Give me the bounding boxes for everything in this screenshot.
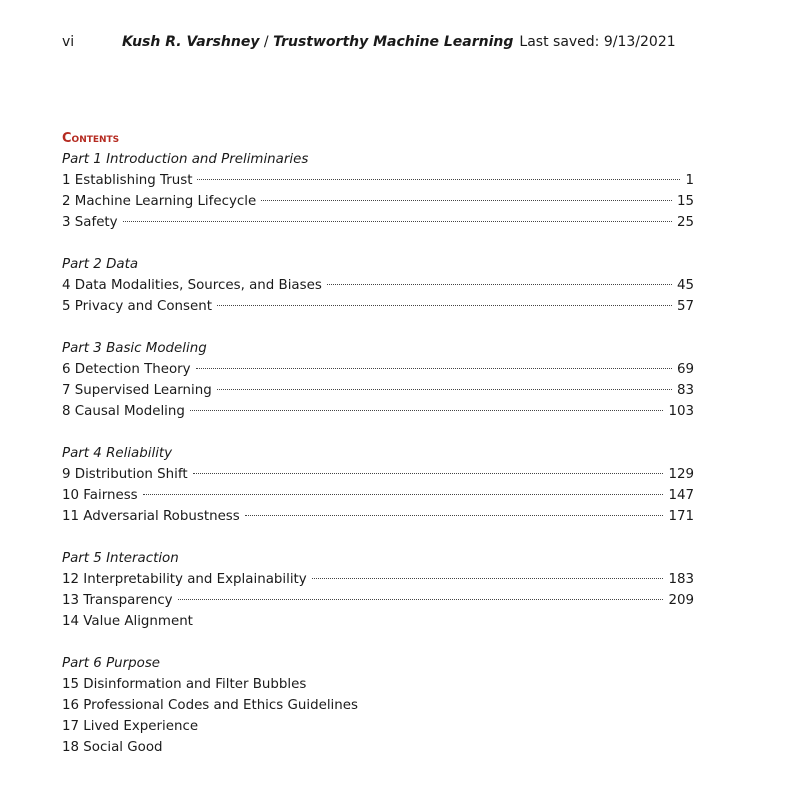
chapter-title[interactable]: 11 Adversarial Robustness <box>62 509 240 524</box>
toc-entry[interactable] <box>62 716 694 737</box>
page-number-ref[interactable]: 183 <box>668 572 694 587</box>
chapter-title[interactable]: 7 Supervised Learning <box>62 383 212 398</box>
dot-leader <box>178 599 664 600</box>
toc-entry[interactable] <box>62 611 694 632</box>
chapter-title[interactable]: 3 Safety <box>62 215 118 230</box>
toc-part <box>62 653 694 758</box>
book-title: Trustworthy Machine Learning <box>273 34 514 50</box>
toc-entry[interactable] <box>62 275 694 296</box>
toc-part <box>62 254 694 317</box>
page-number-ref[interactable]: 103 <box>668 404 694 419</box>
page-number-ref[interactable]: 209 <box>668 593 694 608</box>
dot-leader <box>217 305 672 306</box>
chapter-title[interactable]: 8 Causal Modeling <box>62 404 185 419</box>
part-title: Part 6 Purpose <box>62 656 161 671</box>
page-number-ref[interactable]: 1 <box>685 173 694 188</box>
dot-leader <box>123 221 672 222</box>
toc-entry[interactable] <box>62 695 694 716</box>
toc-entry[interactable] <box>62 485 694 506</box>
part-title: Part 2 Data <box>62 257 139 272</box>
dot-leader <box>245 515 664 516</box>
chapter-title[interactable]: 5 Privacy and Consent <box>62 299 212 314</box>
dot-leader <box>312 578 664 579</box>
chapter-title[interactable]: 6 Detection Theory <box>62 362 191 377</box>
dot-leader <box>193 473 664 474</box>
toc-heading: Contents <box>62 131 120 146</box>
toc-entry[interactable] <box>62 296 694 317</box>
toc-entry[interactable] <box>62 464 694 485</box>
toc-entry[interactable] <box>62 380 694 401</box>
chapter-title[interactable]: 4 Data Modalities, Sources, and Biases <box>62 278 322 293</box>
header-separator: / <box>259 34 274 50</box>
page-number-ref[interactable]: 15 <box>676 194 694 209</box>
toc-entry[interactable] <box>62 569 694 590</box>
chapter-title[interactable]: 17 Lived Experience <box>62 719 199 734</box>
page-number-ref[interactable]: 45 <box>676 278 694 293</box>
author-name: Kush R. Varshney <box>122 34 260 50</box>
chapter-title[interactable]: 2 Machine Learning Lifecycle <box>62 194 257 209</box>
chapter-title[interactable]: 9 Distribution Shift <box>62 467 188 482</box>
dot-leader <box>197 179 680 180</box>
toc-entry[interactable] <box>62 401 694 422</box>
part-title: Part 4 Reliability <box>62 446 173 461</box>
page-number-ref[interactable]: 83 <box>676 383 694 398</box>
chapter-title[interactable]: 12 Interpretability and Explainability <box>62 572 307 587</box>
page-number-ref[interactable]: 69 <box>676 362 694 377</box>
toc-entry[interactable] <box>62 359 694 380</box>
chapter-title[interactable]: 15 Disinformation and Filter Bubbles <box>62 677 307 692</box>
dot-leader <box>143 494 664 495</box>
toc-entry[interactable] <box>62 191 694 212</box>
chapter-title[interactable]: 16 Professional Codes and Ethics Guidelines <box>62 698 358 713</box>
dot-leader <box>196 368 672 369</box>
toc-parts <box>62 149 694 758</box>
toc-entry[interactable] <box>62 506 694 527</box>
page-number-ref[interactable]: 129 <box>668 467 694 482</box>
dot-leader <box>327 284 672 285</box>
running-header <box>62 34 676 50</box>
toc-entry[interactable] <box>62 674 694 695</box>
toc-entry[interactable] <box>62 737 694 758</box>
toc-part <box>62 338 694 422</box>
toc-entry[interactable] <box>62 170 694 191</box>
part-title: Part 5 Interaction <box>62 551 179 566</box>
chapter-title[interactable]: 18 Social Good <box>62 740 163 755</box>
toc-part <box>62 149 694 233</box>
chapter-title[interactable]: 14 Value Alignment <box>62 614 193 629</box>
page-number: vi <box>62 34 75 50</box>
page-number-ref[interactable]: 147 <box>668 488 694 503</box>
part-title: Part 3 Basic Modeling <box>62 341 207 356</box>
toc-part <box>62 443 694 527</box>
dot-leader <box>190 410 664 411</box>
toc-entry[interactable] <box>62 590 694 611</box>
part-title: Part 1 Introduction and Preliminaries <box>62 152 309 167</box>
chapter-title[interactable]: 10 Fairness <box>62 488 138 503</box>
page-number-ref[interactable]: 25 <box>676 215 694 230</box>
dot-leader <box>217 389 672 390</box>
page-number-ref[interactable]: 171 <box>668 509 694 524</box>
chapter-title[interactable]: 1 Establishing Trust <box>62 173 193 188</box>
chapter-title[interactable]: 13 Transparency <box>62 593 173 608</box>
table-of-contents <box>62 129 694 779</box>
dot-leader <box>261 200 672 201</box>
toc-part <box>62 548 694 632</box>
last-saved-date: Last saved: 9/13/2021 <box>519 34 676 50</box>
page-number-ref[interactable]: 57 <box>676 299 694 314</box>
toc-entry[interactable] <box>62 212 694 233</box>
